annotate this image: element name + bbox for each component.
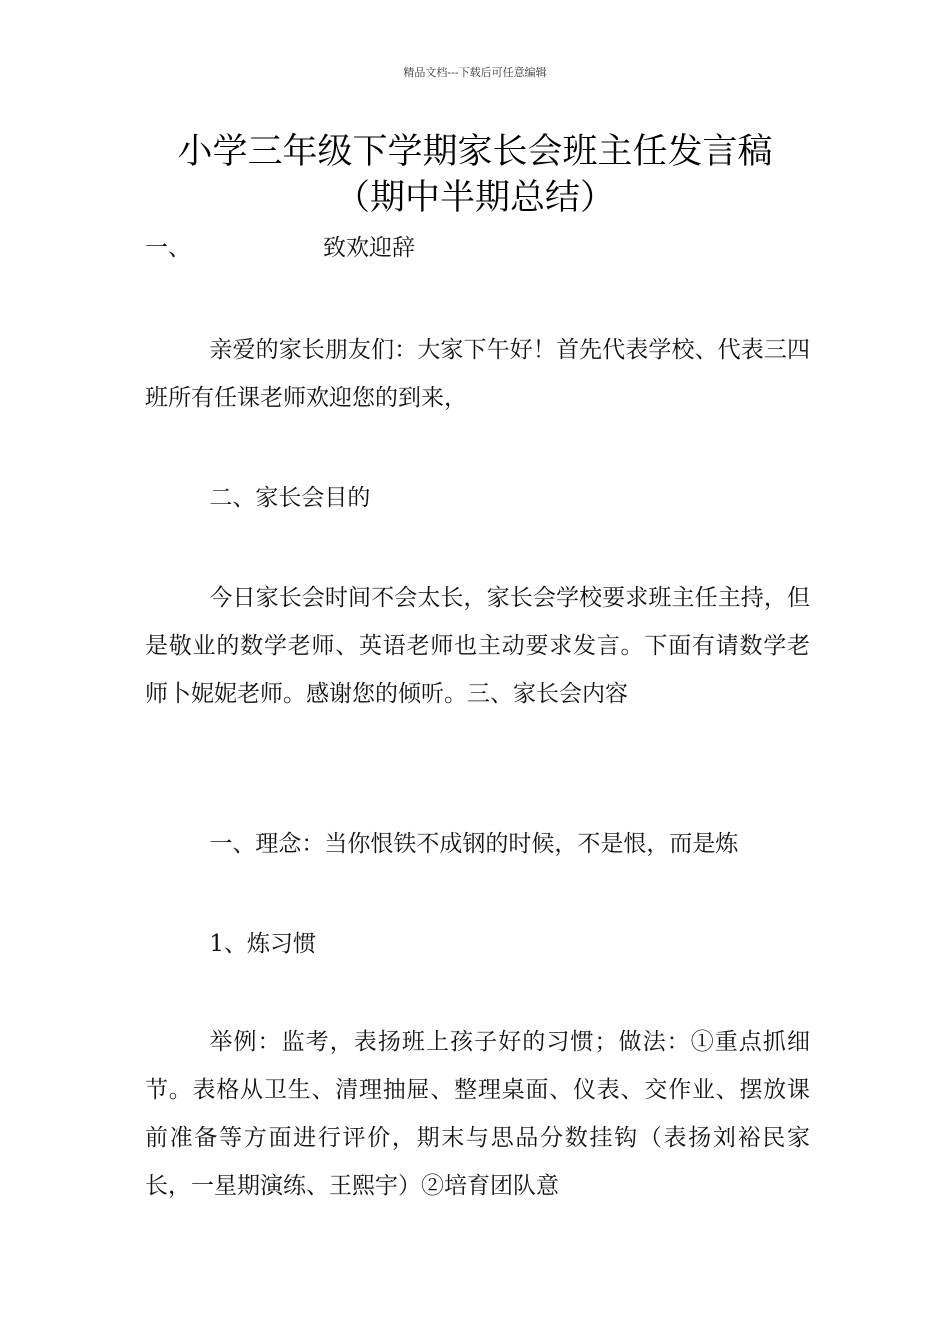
paragraph-example: 举例：监考，表扬班上孩子好的习惯；做法：①重点抓细节。表格从卫生、清理抽屉、整理桌面、仪表、交作业、摆放课前准备等方面进行评价，期末与思品分数挂钩（表扬刘裕民家长，一星期演练、王熙宇）②培育团队意 (145, 1029, 810, 1199)
paragraph-greeting: 亲爱的家长朋友们：大家下午好！首先代表学校、代表三四班所有任课老师欢迎您的到来， (145, 337, 810, 411)
page-header: 精品文档---下载后可任意编辑 (403, 66, 547, 79)
section-title: 致欢迎辞 (323, 235, 415, 261)
paragraph-concept: 一、理念：当你恨铁不成钢的时候，不是恨，而是炼 (209, 831, 739, 857)
section-heading-purpose: 二、家长会目的 (209, 485, 371, 511)
document-title: 小学三年级下学期家长会班主任发言稿 (177, 132, 773, 172)
section-number: 一、 (145, 235, 191, 261)
document-subtitle: （期中半期总结） (334, 178, 615, 218)
subheading-habits: 1、炼习惯 (209, 931, 317, 957)
paragraph-purpose: 今日家长会时间不会太长，家长会学校要求班主任主持，但是敬业的数学老师、英语老师也主动要求发言。下面有请数学老师卜妮妮老师。感谢您的倾听。三、家长会内容 (145, 585, 810, 707)
